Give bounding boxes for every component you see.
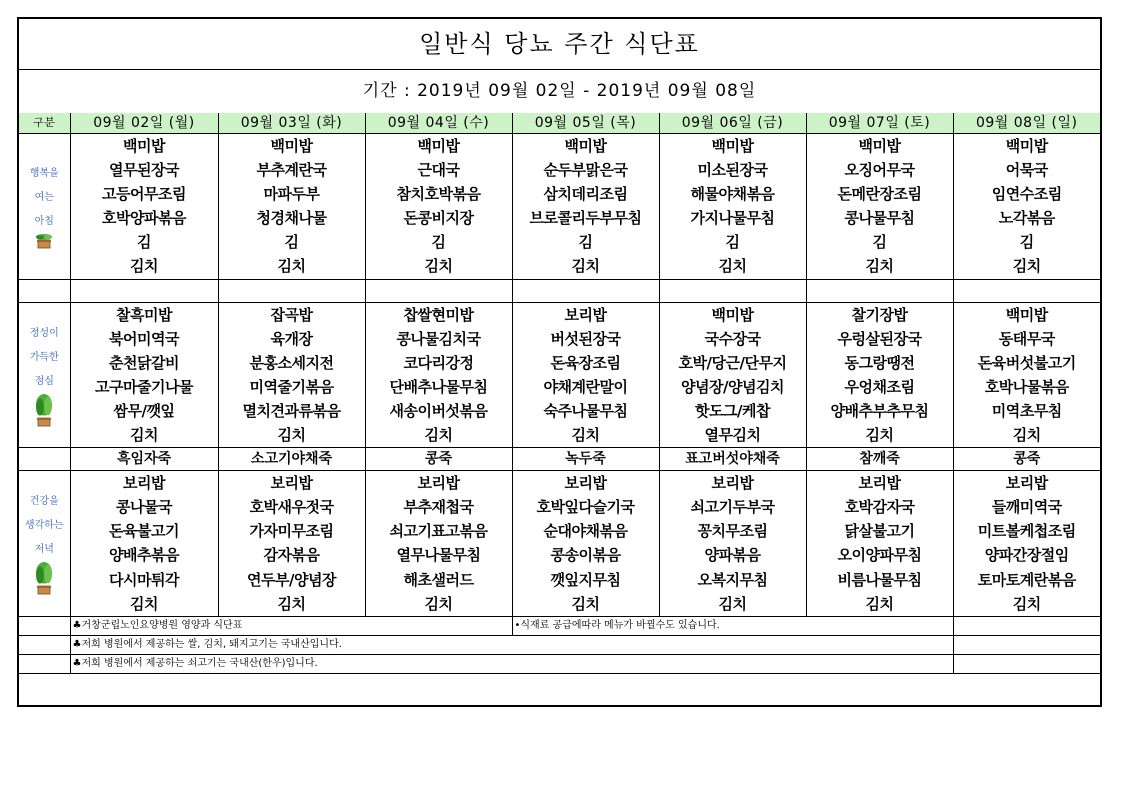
menu-item: 보리밥 bbox=[417, 474, 460, 493]
dinner-label-cell bbox=[19, 471, 70, 617]
menu-item: 해물야채볶음 bbox=[690, 185, 775, 204]
menu-item: 미역줄기볶음 bbox=[249, 377, 334, 396]
menu-item: 삼치데리조림 bbox=[543, 185, 628, 204]
menu-item: 김치 bbox=[277, 594, 306, 613]
blank-cell bbox=[659, 279, 806, 302]
menu-item: 야채계란말이 bbox=[543, 377, 628, 396]
menu-item: 김 bbox=[137, 233, 151, 252]
breakfast-day-cell bbox=[512, 134, 659, 280]
breakfast-day-cell bbox=[70, 134, 218, 280]
header-label: 구분 bbox=[19, 113, 70, 134]
breakfast-day-cell bbox=[659, 134, 806, 280]
footer-cell bbox=[19, 616, 70, 635]
menu-item: 연두부/양념장 bbox=[247, 570, 336, 589]
footer-note-change: •식재료 공급에따라 메뉴가 바뀔수도 있습니다. bbox=[512, 616, 953, 635]
period: 기간 : 2019년 09월 02일 - 2019년 09월 08일 bbox=[19, 69, 1100, 114]
porridge-item: 참깨죽 bbox=[806, 448, 953, 471]
menu-item: 호박양파볶음 bbox=[102, 209, 186, 228]
header-row bbox=[19, 113, 1100, 134]
footer-cell bbox=[19, 654, 70, 673]
menu-sheet bbox=[17, 17, 1102, 707]
footer-cell bbox=[953, 635, 1100, 654]
breakfast-day-cell bbox=[806, 134, 953, 280]
menu-item: 보리밥 bbox=[123, 474, 165, 493]
menu-item: 보리밥 bbox=[564, 474, 607, 493]
menu-item: 쇠고기표고볶음 bbox=[389, 522, 488, 541]
menu-item: 순대야채볶음 bbox=[543, 522, 628, 541]
menu-item: 호박새우젓국 bbox=[249, 498, 334, 517]
menu-item: 춘천닭갈비 bbox=[109, 353, 179, 372]
menu-item: 김치 bbox=[130, 426, 158, 445]
plant-icon bbox=[33, 234, 55, 250]
menu-item: 새송이버섯볶음 bbox=[389, 401, 488, 420]
menu-item: 호박감자국 bbox=[844, 498, 915, 517]
menu-item: 우엉채조림 bbox=[844, 377, 915, 396]
lunch-day-cell bbox=[512, 302, 659, 448]
menu-item: 노각볶음 bbox=[998, 209, 1055, 228]
menu-item: 육개장 bbox=[270, 329, 313, 348]
lunch-label-line: 정성이 bbox=[29, 327, 59, 339]
menu-item: 어묵국 bbox=[1005, 161, 1048, 180]
menu-item: 백미밥 bbox=[858, 137, 901, 155]
footer-note-beef: ♣저희 병원에서 제공하는 쇠고기는 국내산(한우)입니다. bbox=[70, 654, 953, 673]
menu-item: 열무된장국 bbox=[109, 161, 179, 180]
menu-item: 김치 bbox=[1012, 594, 1041, 613]
menu-item: 열무나물무침 bbox=[396, 546, 481, 565]
menu-item: 고등어무조림 bbox=[102, 185, 186, 204]
day-header: 09월 08일 (일) bbox=[953, 113, 1100, 134]
blank-row bbox=[19, 279, 1100, 302]
dinner-row bbox=[19, 471, 1100, 617]
dinner-day-cell bbox=[365, 471, 512, 617]
menu-item: 청경채나물 bbox=[256, 209, 327, 228]
menu-item: 찰흑미밥 bbox=[116, 305, 172, 324]
dinner-day-cell bbox=[953, 471, 1100, 617]
menu-item: 양파간장절임 bbox=[984, 546, 1069, 565]
menu-item: 미트볼케첩조림 bbox=[977, 522, 1076, 541]
menu-item: 근대국 bbox=[417, 161, 460, 180]
menu-item: 김치 bbox=[865, 257, 894, 276]
footer-row-3 bbox=[19, 654, 1100, 673]
page-title: 일반식 당뇨 주간 식단표 bbox=[19, 19, 1100, 70]
menu-item: 마파두부 bbox=[263, 185, 320, 204]
breakfast-label-line: 행복을 bbox=[29, 168, 59, 180]
breakfast-label-line: 아침 bbox=[34, 216, 54, 228]
menu-item: 양배추부추무침 bbox=[830, 401, 929, 420]
menu-item: 콩나물국 bbox=[116, 498, 172, 517]
menu-item: 김치 bbox=[1012, 426, 1041, 445]
lunch-day-cell bbox=[218, 302, 365, 448]
menu-item: 동태무국 bbox=[998, 329, 1055, 348]
menu-item: 보리밥 bbox=[270, 474, 313, 493]
lunch-day-cell bbox=[365, 302, 512, 448]
menu-item: 미소된장국 bbox=[697, 161, 768, 180]
menu-item: 북어미역국 bbox=[109, 329, 179, 348]
menu-item: 버섯된장국 bbox=[550, 329, 621, 348]
footer-note-origin: ♣거창군립노인요양병원 영양과 식단표 bbox=[70, 616, 512, 635]
menu-item: 호박나물볶음 bbox=[984, 377, 1069, 396]
day-header: 09월 05일 (목) bbox=[512, 113, 659, 134]
menu-item: 김치 bbox=[277, 426, 306, 445]
menu-item: 비름나물무침 bbox=[837, 570, 922, 589]
menu-item: 백미밥 bbox=[1005, 137, 1048, 155]
day-header: 09월 03일 (화) bbox=[218, 113, 365, 134]
menu-item: 가자미무조림 bbox=[249, 522, 334, 541]
menu-item: 참치호박볶음 bbox=[396, 185, 481, 204]
menu-item: 김 bbox=[1019, 233, 1034, 252]
blank-cell bbox=[218, 279, 365, 302]
menu-item: 돈육장조림 bbox=[550, 353, 621, 372]
menu-item: 쌈무/깻잎 bbox=[113, 401, 175, 420]
menu-item: 꽁치무조림 bbox=[697, 522, 768, 541]
day-header: 09월 07일 (토) bbox=[806, 113, 953, 134]
menu-item: 김치 bbox=[424, 594, 453, 613]
menu-item: 김치 bbox=[277, 257, 306, 276]
menu-item: 보리밥 bbox=[711, 474, 754, 493]
menu-item: 고구마줄기나물 bbox=[95, 377, 193, 396]
porridge-item: 콩죽 bbox=[365, 448, 512, 471]
menu-item: 콩송이볶음 bbox=[550, 546, 621, 565]
menu-item: 김 bbox=[725, 233, 740, 252]
menu-item: 멸치견과류볶음 bbox=[242, 401, 341, 420]
lunch-label-cell bbox=[19, 302, 70, 448]
breakfast-day-cell bbox=[218, 134, 365, 280]
footer-cell bbox=[953, 616, 1100, 635]
menu-item: 토마토계란볶음 bbox=[977, 570, 1076, 589]
lunch-label-line: 점심 bbox=[34, 375, 54, 387]
menu-item: 호박잎다슬기국 bbox=[536, 498, 635, 517]
day-header: 09월 06일 (금) bbox=[659, 113, 806, 134]
menu-item: 김 bbox=[284, 233, 299, 252]
breakfast-label-cell bbox=[19, 134, 70, 280]
porridge-item: 콩죽 bbox=[953, 448, 1100, 471]
lunch-day-cell bbox=[70, 302, 218, 448]
menu-item: 찰기장밥 bbox=[851, 305, 908, 324]
footer-row-2 bbox=[19, 635, 1100, 654]
menu-item: 백미밥 bbox=[123, 137, 165, 155]
menu-item: 양파볶음 bbox=[704, 546, 761, 565]
menu-item: 백미밥 bbox=[711, 305, 754, 324]
footer-row-1 bbox=[19, 616, 1100, 635]
menu-item: 김 bbox=[431, 233, 446, 252]
porridge-item: 소고기야채죽 bbox=[218, 448, 365, 471]
menu-item: 양배추볶음 bbox=[109, 546, 179, 565]
menu-item: 보리밥 bbox=[564, 305, 607, 324]
menu-item: 가지나물무침 bbox=[690, 209, 775, 228]
menu-item: 김 bbox=[578, 233, 593, 252]
porridge-item: 표고버섯야채죽 bbox=[659, 448, 806, 471]
menu-item: 콩나물무침 bbox=[844, 209, 915, 228]
lunch-row bbox=[19, 302, 1100, 448]
plant-icon bbox=[33, 394, 55, 428]
menu-item: 오복지무침 bbox=[697, 570, 768, 589]
menu-item: 김치 bbox=[571, 594, 600, 613]
menu-item: 김치 bbox=[571, 426, 600, 445]
menu-item: 김치 bbox=[571, 257, 600, 276]
breakfast-label-line: 여는 bbox=[34, 192, 54, 204]
menu-item: 김치 bbox=[718, 257, 747, 276]
menu-item: 김치 bbox=[424, 426, 453, 445]
menu-item: 부추계란국 bbox=[256, 161, 327, 180]
menu-item: 국수장국 bbox=[704, 329, 761, 348]
menu-item: 들깨미역국 bbox=[991, 498, 1062, 517]
breakfast-day-cell bbox=[953, 134, 1100, 280]
menu-item: 김치 bbox=[130, 594, 158, 613]
blank-cell bbox=[806, 279, 953, 302]
menu-item: 미역초무침 bbox=[991, 401, 1062, 420]
menu-item: 열무김치 bbox=[704, 426, 761, 445]
dinner-label-line: 건강을 bbox=[29, 496, 59, 508]
menu-item: 백미밥 bbox=[417, 137, 460, 155]
menu-item: 쇠고기두부국 bbox=[690, 498, 775, 517]
blank-cell bbox=[70, 279, 218, 302]
menu-item: 김치 bbox=[865, 426, 894, 445]
menu-item: 김치 bbox=[424, 257, 453, 276]
menu-item: 깻잎지무침 bbox=[550, 570, 621, 589]
menu-item: 분홍소세지전 bbox=[249, 353, 334, 372]
menu-item: 코다리강정 bbox=[403, 353, 474, 372]
lunch-day-cell bbox=[953, 302, 1100, 448]
dinner-label-line: 저녁 bbox=[34, 544, 54, 556]
menu-item: 백미밥 bbox=[1005, 305, 1048, 324]
breakfast-day-cell bbox=[365, 134, 512, 280]
menu-item: 돈육버섯불고기 bbox=[977, 353, 1076, 372]
footer-cell bbox=[953, 654, 1100, 673]
day-header: 09월 02일 (월) bbox=[70, 113, 218, 134]
menu-item: 핫도그/케찹 bbox=[695, 401, 770, 420]
porridge-row bbox=[19, 448, 1100, 471]
menu-item: 보리밥 bbox=[858, 474, 901, 493]
menu-item: 콩나물김치국 bbox=[396, 329, 481, 348]
lunch-day-cell bbox=[806, 302, 953, 448]
blank-cell bbox=[512, 279, 659, 302]
footer-cell bbox=[19, 635, 70, 654]
menu-item: 감자볶음 bbox=[263, 546, 320, 565]
menu-item: 동그랑땡전 bbox=[844, 353, 915, 372]
menu-item: 오이양파무침 bbox=[837, 546, 922, 565]
menu-item: 김치 bbox=[130, 257, 158, 276]
lunch-label-line: 가득한 bbox=[29, 351, 59, 363]
menu-item: 돈육불고기 bbox=[109, 522, 179, 541]
dinner-day-cell bbox=[512, 471, 659, 617]
menu-item: 김치 bbox=[718, 594, 747, 613]
menu-item: 김 bbox=[872, 233, 887, 252]
dinner-day-cell bbox=[218, 471, 365, 617]
porridge-item: 흑임자죽 bbox=[70, 448, 218, 471]
porridge-item: 녹두죽 bbox=[512, 448, 659, 471]
menu-item: 김치 bbox=[1012, 257, 1041, 276]
menu-item: 돈메란장조림 bbox=[837, 185, 922, 204]
menu-item: 다시마튀각 bbox=[109, 570, 179, 589]
menu-item: 오징어무국 bbox=[844, 161, 915, 180]
menu-item: 해초샐러드 bbox=[403, 570, 474, 589]
blank-cell bbox=[365, 279, 512, 302]
day-header: 09월 04일 (수) bbox=[365, 113, 512, 134]
menu-item: 백미밥 bbox=[711, 137, 754, 155]
dinner-day-cell bbox=[659, 471, 806, 617]
menu-item: 숙주나물무침 bbox=[543, 401, 628, 420]
menu-item: 순두부맑은국 bbox=[543, 161, 628, 180]
menu-item: 백미밥 bbox=[564, 137, 607, 155]
menu-item: 보리밥 bbox=[1005, 474, 1048, 493]
plant-icon bbox=[33, 562, 55, 596]
menu-item: 임연수조림 bbox=[991, 185, 1062, 204]
lunch-day-cell bbox=[659, 302, 806, 448]
menu-item: 양념장/양념김치 bbox=[681, 377, 784, 396]
dinner-label-line: 생각하는 bbox=[24, 520, 64, 532]
menu-item: 백미밥 bbox=[270, 137, 313, 155]
menu-table bbox=[19, 113, 1100, 674]
breakfast-row bbox=[19, 134, 1100, 280]
porridge-label-cell bbox=[19, 448, 70, 471]
blank-cell bbox=[953, 279, 1100, 302]
menu-item: 돈콩비지장 bbox=[403, 209, 474, 228]
menu-item: 부추재첩국 bbox=[403, 498, 474, 517]
dinner-day-cell bbox=[806, 471, 953, 617]
menu-item: 닭살불고기 bbox=[844, 522, 915, 541]
menu-item: 호박/당근/단무지 bbox=[678, 353, 787, 372]
dinner-day-cell bbox=[70, 471, 218, 617]
menu-item: 김치 bbox=[865, 594, 894, 613]
menu-item: 찹쌀현미밥 bbox=[403, 305, 474, 324]
menu-item: 브로콜리두부무침 bbox=[529, 209, 642, 228]
menu-item: 우렁살된장국 bbox=[837, 329, 922, 348]
blank-cell bbox=[19, 279, 70, 302]
menu-item: 단배추나물무침 bbox=[389, 377, 488, 396]
menu-item: 잡곡밥 bbox=[270, 305, 313, 324]
footer-note-rice: ♣저희 병원에서 제공하는 쌀, 김치, 돼지고기는 국내산입니다. bbox=[70, 635, 953, 654]
